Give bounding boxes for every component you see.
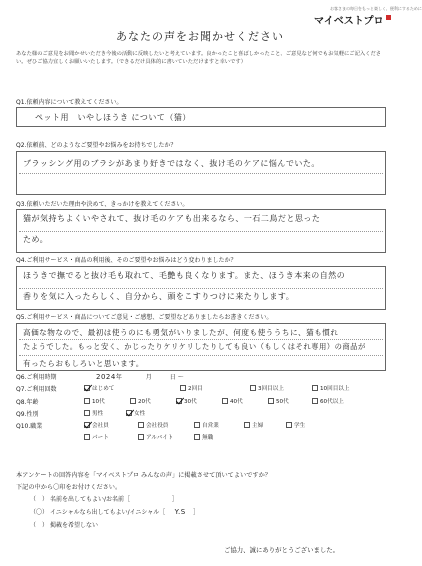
q10-option-2[interactable]	[138, 421, 168, 429]
q3-answer-line2: ため。	[23, 235, 49, 244]
consent-option-none-label: 掲載を希望しない	[49, 522, 98, 529]
q10-option-4[interactable]	[244, 421, 263, 429]
brand-logo	[312, 12, 392, 26]
consent-question: 本アンケートの回答内容を「マイベストプロ みんなの声」に掲載させて頂いてよいですか？	[16, 472, 271, 479]
q5-answer-line1: 高価な物なので、最初は使うのにも勇気がいりましたが、何度も使ううちに、猫も慣れ	[23, 328, 339, 337]
q10-option-label: 会社員	[92, 423, 109, 429]
q1-answer: ペット用 いやしほうき について（猫）	[35, 113, 191, 122]
q10-checkbox-3[interactable]	[194, 422, 200, 428]
consent-option-name-label: 名前を出してもよい/お名前［	[49, 496, 130, 503]
q6-year-unit: 年	[115, 374, 122, 381]
q4-answer-line2: 香りを気に入ったらしく、自分から、頭をこすりつけに来たりします。	[23, 292, 295, 301]
q1-label: Q1.依頼内容について教えてください。	[16, 99, 123, 106]
consent-option-name-end: ］	[171, 496, 178, 503]
q7-checkbox-2[interactable]	[180, 385, 186, 391]
consent-option-initial[interactable]	[30, 507, 199, 516]
q9-option-2[interactable]	[126, 409, 145, 417]
q7-checkbox-1[interactable]	[84, 385, 90, 391]
thanks-text: ご協力、誠にありがとうございました。	[224, 546, 340, 554]
consent-instruction: 下記の中から〇印をお付けください。	[16, 484, 122, 491]
q8-checkbox-3[interactable]	[176, 398, 182, 404]
q6-year-value: 2024	[96, 373, 116, 381]
q10-checkbox-1[interactable]	[84, 422, 90, 428]
q6-day-unit: 日	[169, 374, 176, 381]
q8-option-label: 50代	[276, 399, 289, 405]
q8-checkbox-4[interactable]	[222, 398, 228, 404]
q7-option-label: はじめて	[92, 386, 115, 392]
q9-label: Q9.性別	[16, 411, 39, 418]
svg-text:マイベストプロ: マイベストプロ	[314, 16, 384, 27]
logo-tagline: お客さまの毎日をもっと楽しく、便利にするために	[330, 6, 422, 11]
q8-option-label: 20代	[138, 399, 151, 405]
q3-answer-box[interactable]	[16, 209, 386, 253]
q10-checkbox-6[interactable]	[84, 434, 90, 440]
q8-option-3[interactable]	[176, 397, 197, 405]
q9-option-1[interactable]	[84, 409, 103, 417]
q8-checkbox-2[interactable]	[130, 398, 136, 404]
q10-option-label: 会社役員	[146, 423, 169, 429]
q9-checkbox-1[interactable]	[84, 410, 90, 416]
q7-checkbox-4[interactable]	[312, 385, 318, 391]
q8-option-label: 40代	[230, 399, 243, 405]
q7-option-2[interactable]	[180, 384, 203, 392]
q7-option-label: 3回目以上	[258, 386, 284, 392]
q10-checkbox-5[interactable]	[286, 422, 292, 428]
q2-label: Q2.依頼前、どのようなご要望やお悩みをお持ちでしたか？	[16, 142, 177, 149]
q10-checkbox-7[interactable]	[138, 434, 144, 440]
consent-option-initial-mark: （〇）	[30, 509, 49, 516]
q10-option-6[interactable]	[84, 433, 109, 441]
q8-checkbox-6[interactable]	[312, 398, 318, 404]
q7-label: Q7.ご利用回数	[16, 386, 57, 393]
q10-checkbox-4[interactable]	[244, 422, 250, 428]
q8-option-4[interactable]	[222, 397, 243, 405]
consent-option-initial-end: ］	[193, 509, 200, 516]
consent-option-initial-label: イニシャルなら出してもよい/イニシャル［	[49, 509, 166, 516]
q10-option-label: 主婦	[252, 423, 264, 429]
q2-answer-box[interactable]	[16, 151, 386, 195]
q7-option-3[interactable]	[250, 384, 284, 392]
q8-option-6[interactable]	[312, 397, 344, 405]
q10-option-label: アルバイト	[146, 435, 174, 441]
q6-label: Q6.ご利用時期	[16, 374, 57, 381]
q8-option-2[interactable]	[130, 397, 151, 405]
q7-option-label: 2回目	[188, 386, 203, 392]
q10-option-label: 無職	[202, 435, 214, 441]
intro-text: あなた様のご意見をお聞かせいただき今後の活動に反映したいと考えています。良かったこと喜ばしかったこと、ご意見など何でもお気軽にご記入ください。ぜひご協力宜しくお願いいたします。（できるだけ具体的に書いていただけますと幸いです）	[16, 51, 382, 66]
consent-initial-value: Y.S	[174, 508, 186, 516]
q8-checkbox-5[interactable]	[268, 398, 274, 404]
q10-checkbox-2[interactable]	[138, 422, 144, 428]
q9-option-label: 女性	[134, 411, 146, 417]
q9-option-label: 男性	[92, 411, 104, 417]
q6-month-unit: 月	[145, 374, 152, 381]
q9-checkbox-2[interactable]	[126, 410, 132, 416]
consent-option-name[interactable]	[30, 494, 178, 503]
q10-option-label: 自営業	[202, 423, 219, 429]
q10-option-3[interactable]	[194, 421, 219, 429]
q10-option-7[interactable]	[138, 433, 173, 441]
q5-answer-line3: 有ったらおもしろいと思います。	[23, 359, 144, 368]
q8-checkbox-1[interactable]	[84, 398, 90, 404]
q10-option-5[interactable]	[286, 421, 305, 429]
q8-option-1[interactable]	[84, 397, 105, 405]
q10-option-label: パート	[92, 435, 109, 441]
q8-option-label: 10代	[92, 399, 105, 405]
q3-label: Q3.依頼いただいた理由や決めて、きっかけを教えてください。	[16, 201, 189, 208]
q7-option-4[interactable]	[312, 384, 350, 392]
q4-answer-line1: ほうきで撫でると抜け毛も取れて、毛艶も良くなります。また、ほうき本来の自然の	[23, 271, 346, 280]
q6-date-field[interactable]	[96, 372, 184, 381]
page-title: あなたの声をお聞かせください	[116, 30, 284, 43]
q8-option-label: 60代以上	[320, 399, 344, 405]
q10-label: Q10.職業	[16, 423, 43, 430]
q4-answer-box[interactable]	[16, 266, 386, 310]
q8-option-5[interactable]	[268, 397, 289, 405]
consent-option-none-mark: （ ）	[30, 522, 49, 529]
consent-option-none[interactable]	[30, 520, 98, 529]
q7-checkbox-3[interactable]	[250, 385, 256, 391]
consent-option-name-mark: （ ）	[30, 496, 49, 503]
q4-label: Q4.ご利用サービス・商品の利用後、そのご要望やお悩みはどう変わりましたか？	[16, 257, 237, 264]
q5-label: Q5.ご利用サービス・商品についてご意見・ご感想、ご要望などありましたらお書きください。	[16, 314, 273, 321]
q7-option-1[interactable]	[84, 384, 114, 392]
q6-tilde: 〜	[177, 374, 184, 381]
q1-answer-box[interactable]	[16, 107, 386, 127]
q5-answer-line2: たようでした。もっと安く、かじったりケリケリしたりしても良い（もしくはそれ専用）の商品が	[23, 342, 366, 351]
q8-option-label: 30代	[184, 399, 197, 405]
q10-option-label: 学生	[294, 423, 306, 429]
q10-checkbox-8[interactable]	[194, 434, 200, 440]
q10-option-1[interactable]	[84, 421, 109, 429]
q5-answer-box[interactable]	[16, 323, 386, 371]
q10-option-8[interactable]	[194, 433, 213, 441]
q2-answer: ブラッシング用のブラシがあまり好きではなく、抜け毛のケアに悩んでいた。	[23, 159, 320, 168]
q3-answer-line1: 猫が気持ちよくいやされて、抜け毛のケアも出来るなら、一石二鳥だと思った	[23, 214, 321, 223]
q7-option-label: 10回目以上	[320, 386, 350, 392]
q8-label: Q8.年齢	[16, 399, 39, 406]
